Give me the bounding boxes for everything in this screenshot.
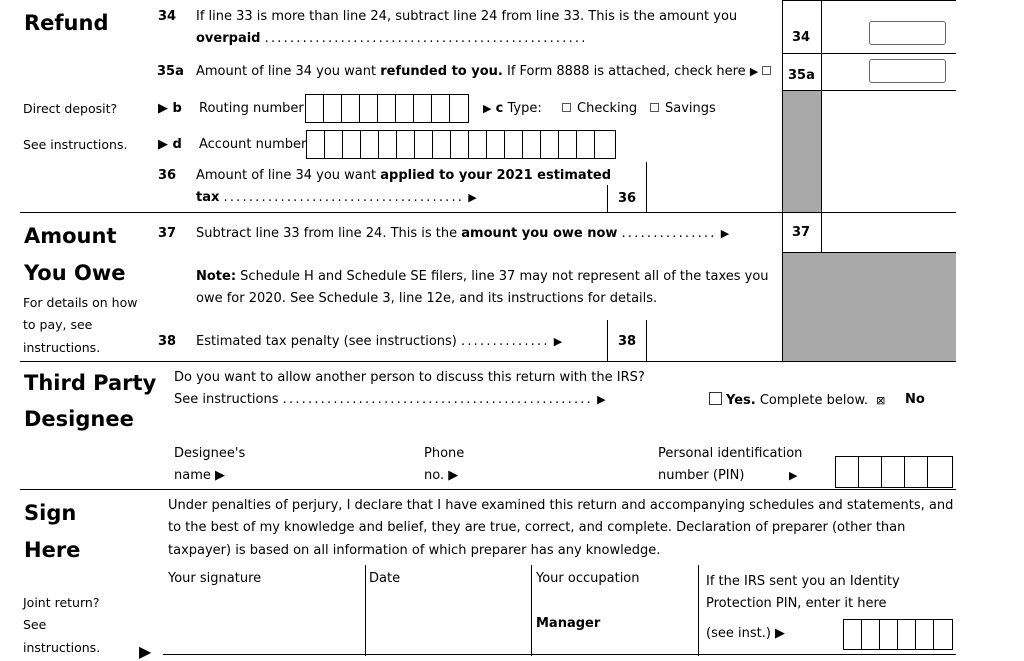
routing-number-label: Routing number <box>199 101 304 116</box>
signature-field[interactable] <box>166 595 362 651</box>
line-38-label: Estimated tax penalty (see instructions) <box>196 334 457 349</box>
perjury-declaration-line2: to the best of my knowledge and belief, they are true, correct, and complete. Declaration of preparer (other than <box>168 520 906 535</box>
line-36-box-left <box>607 185 608 212</box>
shaded-area-amount-owe <box>783 253 956 361</box>
designee-dots: ................................................. <box>282 392 593 407</box>
occupation-value[interactable]: Manager <box>536 616 601 631</box>
date-label: Date <box>369 571 401 586</box>
no-label: No <box>905 392 925 407</box>
yes-checkbox[interactable] <box>709 392 722 405</box>
note-bold: Note: <box>196 269 237 284</box>
routing-number-input[interactable] <box>305 94 469 123</box>
identity-protection-pin-input[interactable] <box>843 619 953 650</box>
occupation-column-divider <box>531 565 532 656</box>
line-36-bold: applied to your 2021 estimated <box>380 168 612 183</box>
payment-details-line2: to pay, see <box>23 317 93 332</box>
section-divider-refund <box>20 212 956 213</box>
shaded-area-refund <box>783 91 821 212</box>
yes-option[interactable] <box>709 392 885 408</box>
top-rule <box>783 0 956 1</box>
amount-owe-heading-line2: You Owe <box>24 261 126 285</box>
signature-line <box>163 654 956 655</box>
ip-pin-label-line3: (see inst.) ▶ <box>706 626 786 641</box>
line-37-number: 37 <box>158 226 177 241</box>
line-36-text-continued <box>196 190 477 205</box>
designee-name-label-line2: name ▶ <box>174 468 225 483</box>
refund-amount-input[interactable] <box>869 59 946 83</box>
overpaid-amount-input[interactable] <box>869 21 946 45</box>
sign-see-label: See <box>23 617 47 632</box>
sign-instructions-label: instructions. <box>23 640 101 655</box>
pin-arrow-icon: ▶ <box>789 469 798 482</box>
line-35a-box-label: 35a <box>788 68 815 83</box>
designee-name-label-line1: Designee's <box>174 446 246 461</box>
line-35a-text <box>196 64 777 79</box>
savings-label: Savings <box>665 101 716 116</box>
line-37-text <box>196 226 729 241</box>
line-35b-marker: ▶ b <box>158 101 182 116</box>
line-35c-letter: c <box>495 101 504 116</box>
ip-pin-column-divider <box>698 565 699 656</box>
designee-pin-input[interactable] <box>835 456 953 488</box>
account-number-input[interactable] <box>306 130 616 159</box>
savings-checkbox[interactable] <box>650 103 659 112</box>
arrow-icon: ▶ <box>468 191 477 204</box>
sign-heading-line1: Sign <box>24 501 77 525</box>
perjury-declaration-line3: taxpayer) is based on all information of which preparer has any knowledge. <box>168 543 661 558</box>
section-divider-third-party <box>20 489 956 490</box>
line-36-box-label: 36 <box>618 191 637 206</box>
line-35a-pre: Amount of line 34 you want <box>196 64 381 79</box>
refund-heading: Refund <box>24 11 109 35</box>
payment-details-line3: instructions. <box>23 340 101 355</box>
line-38-dots: .............. <box>461 334 550 349</box>
line-38-box-left <box>607 320 608 361</box>
arrow-icon: ▶ <box>720 227 730 240</box>
line-35a-number: 35a <box>157 64 184 79</box>
line-37-pre: Subtract line 33 from line 24. This is the <box>196 226 462 241</box>
arrow-icon: ▶ <box>597 393 606 406</box>
arrow-icon: ▶ <box>483 102 492 115</box>
arrow-icon: ▶ <box>553 335 563 348</box>
account-number-label: Account number <box>199 137 307 152</box>
line-35a-post: If Form 8888 is attached, check here <box>502 64 746 79</box>
yes-label: Yes. <box>726 393 756 408</box>
ip-pin-label-line2: Protection PIN, enter it here <box>706 596 887 611</box>
line-38-box-right <box>646 320 647 361</box>
line-34-text: If line 33 is more than line 24, subtract line 24 from line 33. This is the amount you <box>196 9 738 24</box>
account-type-group <box>483 101 542 116</box>
note-line2: owe for 2020. See Schedule 3, line 12e, and its instructions for details. <box>196 291 658 306</box>
line-38-box-label: 38 <box>618 334 637 349</box>
line-34-box-label: 34 <box>792 30 811 45</box>
form-8888-checkbox[interactable] <box>762 66 771 75</box>
see-instructions-text: See instructions <box>174 392 279 407</box>
payment-details-line1: For details on how <box>23 295 138 310</box>
line-35d-marker: ▶ d <box>158 137 182 152</box>
date-field[interactable] <box>368 595 528 651</box>
line-34-overpaid: overpaid <box>196 31 261 46</box>
line-38-number: 38 <box>158 334 177 349</box>
section-divider-amount-owe <box>20 361 956 362</box>
checking-checkbox[interactable] <box>562 103 571 112</box>
line-36-pre: Amount of line 34 you want <box>196 168 381 183</box>
phone-label-line1: Phone <box>424 446 465 461</box>
line-37-dots: ............... <box>621 226 717 241</box>
line-37-bold: amount you owe now <box>461 226 618 241</box>
occupation-label: Your occupation <box>536 571 640 586</box>
line-37-box-label: 37 <box>792 225 811 240</box>
third-party-heading-line1: Third Party <box>24 371 157 395</box>
line-38-text <box>196 334 562 349</box>
designee-see-instructions <box>174 392 606 407</box>
note-text1: Schedule H and Schedule SE filers, line 37 may not represent all of the taxes you <box>236 269 769 284</box>
sign-arrow-icon: ▶ <box>139 642 152 661</box>
third-party-heading-line2: Designee <box>24 407 134 431</box>
line-36-text <box>196 168 611 183</box>
type-label: Type: <box>507 101 542 116</box>
line-34-text-continued <box>196 31 588 46</box>
savings-option[interactable] <box>650 101 716 116</box>
checking-option[interactable] <box>562 101 637 116</box>
phone-label-line2: no. ▶ <box>424 468 459 483</box>
direct-deposit-label: Direct deposit? <box>23 101 118 116</box>
pin-label-line1: Personal identification <box>658 446 803 461</box>
see-instructions-label: See instructions. <box>23 137 128 152</box>
row-divider-34 <box>783 53 956 54</box>
line-36-number: 36 <box>158 168 177 183</box>
pin-label-line2: number (PIN) <box>658 468 745 483</box>
designee-question: Do you want to allow another person to discuss this return with the IRS? <box>174 370 645 385</box>
sign-heading-line2: Here <box>24 538 81 562</box>
line-36-dots: ...................................... <box>223 190 465 205</box>
line-36-tax: tax <box>196 190 220 205</box>
line-34-number: 34 <box>158 9 177 24</box>
no-checkbox-checked[interactable]: ⊠ <box>876 394 886 407</box>
checking-label: Checking <box>577 101 638 116</box>
date-column-divider <box>365 565 366 656</box>
line-34-dots: ................................................... <box>264 31 588 46</box>
perjury-declaration-line1: Under penalties of perjury, I declare that I have examined this return and accompanying schedules and statements, and <box>168 498 954 513</box>
your-signature-label: Your signature <box>168 571 262 586</box>
note-line1 <box>196 269 769 284</box>
yes-rest-label: Complete below. <box>755 393 869 408</box>
arrow-icon: ▶ <box>749 65 759 78</box>
joint-return-label: Joint return? <box>23 595 100 610</box>
line-36-box-right <box>646 162 647 212</box>
ip-pin-label-line1: If the IRS sent you an Identity <box>706 574 900 589</box>
line-35a-bold: refunded to you. <box>380 64 503 79</box>
amount-owe-heading-line1: Amount <box>24 224 117 248</box>
